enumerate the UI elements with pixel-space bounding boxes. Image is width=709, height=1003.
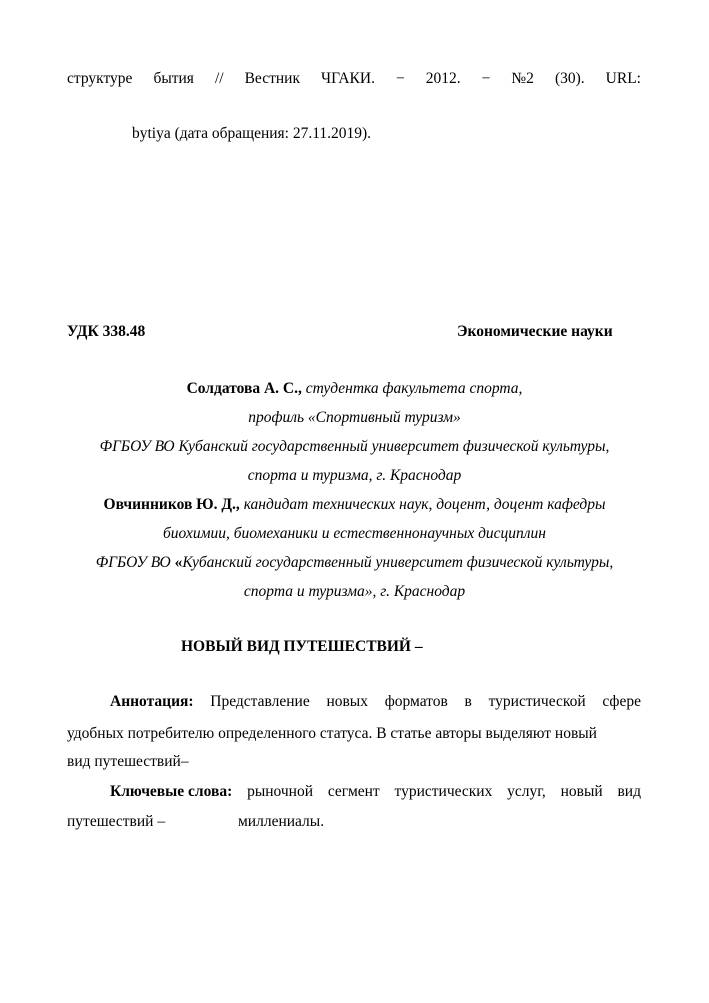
abstract-line-3: вид путешествий– bbox=[67, 753, 189, 770]
ref-word: ЧГАКИ. bbox=[321, 70, 375, 87]
ref-word: − bbox=[481, 70, 491, 87]
ref-word: − bbox=[395, 70, 405, 87]
author-2-line bbox=[0, 495, 709, 515]
author-2-org: ФГБОУ ВО «Кубанский государственный университет физической культуры, bbox=[95, 554, 614, 571]
udk-code: УДК 338.48 bbox=[67, 323, 146, 340]
ref-word: структуре bbox=[67, 70, 133, 87]
ref-word: // bbox=[214, 70, 224, 87]
author-2-department: биохимии, биомеханики и естественнонаучных дисциплин bbox=[163, 525, 546, 542]
author-1-org: ФГБОУ ВО Кубанский государственный университет физической культуры, bbox=[99, 438, 610, 455]
abstract-line-1: Аннотация: Представление новых форматов в туристической сфере bbox=[110, 693, 641, 710]
author-1-org-city: спорта и туризма, г. Краснодар bbox=[247, 467, 462, 484]
article-title: НОВЫЙ ВИД ПУТЕШЕСТВИЙ – bbox=[181, 638, 423, 655]
keywords-line-2b: миллениалы. bbox=[238, 813, 325, 830]
author-2-name: Овчинников Ю. Д., bbox=[103, 496, 240, 513]
keywords-line-1: Ключевые слова: рыночной сегмент туристических услуг, новый вид bbox=[110, 783, 641, 800]
ref-word: Вестник bbox=[244, 70, 300, 87]
ref-word: (30). bbox=[554, 70, 585, 87]
reference-line-1 bbox=[67, 69, 641, 89]
keywords-label: Ключевые слова: bbox=[110, 783, 233, 800]
ref-word: бытия bbox=[153, 70, 194, 87]
abstract-label: Аннотация: bbox=[110, 693, 194, 710]
author-1-role: студентка факультета спорта, bbox=[301, 380, 523, 397]
reference-line-2: bytiya (дата обращения: 27.11.2019). bbox=[132, 125, 372, 142]
author-2-role: кандидат технических наук, доцент, доцент кафедры bbox=[239, 496, 606, 513]
ref-word: URL: bbox=[605, 70, 641, 87]
author-1-name: Солдатова А. С., bbox=[186, 380, 302, 397]
ref-word: 2012. bbox=[425, 70, 461, 87]
abstract-line-2: удобных потребителю определенного статуса. В статье авторы выделяют новый bbox=[67, 725, 597, 742]
ref-word: №2 bbox=[511, 70, 534, 87]
author-1-profile: профиль «Спортивный туризм» bbox=[248, 409, 461, 426]
science-category: Экономические науки bbox=[457, 323, 613, 340]
author-1-line bbox=[0, 379, 709, 399]
keywords-line-2a: путешествий – bbox=[67, 813, 166, 830]
author-2-org-city: спорта и туризма», г. Краснодар bbox=[243, 583, 466, 600]
